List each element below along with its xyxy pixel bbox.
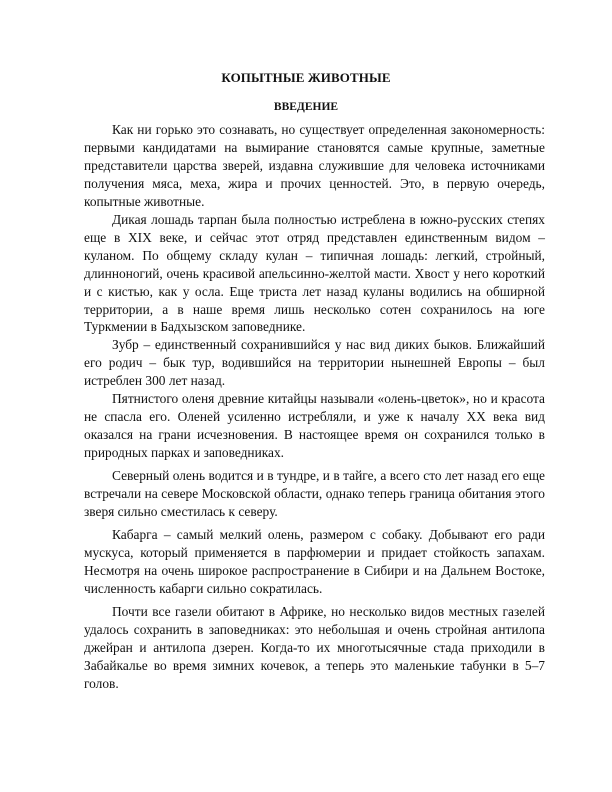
section-heading: ВВЕДЕНИЕ bbox=[273, 101, 339, 113]
paragraph-spotted-deer: Пятнистого оленя древние китайцы называли «олень-цветок», но и красота не спасла его. Оленей усиленно истребляли, и уже к началу XX века вид оказался на грани исчезновения. В настоящее время он сохранился только в природных парках и заповедниках. bbox=[84, 391, 545, 461]
paragraph-kulan: Дикая лошадь тарпан была полностью истреблена в южно-русских степях еще в XIX веке, и сейчас этот отряд представлен единственным видом – куланом. По общему складу кулан – типичная лошадь: легкий, стройный, длинноногий, очень красивой апельсинно-желтой масти. Хвост у него короткий и с кистью, как у осла. Еще триста лет назад куланы водились на обширной территории, а в наше время лишь несколько сотен сохранилось на юге Туркмении в Бадхызском заповеднике. bbox=[84, 211, 545, 335]
paragraph-reindeer: Северный олень водится и в тундре, и в тайге, а всего сто лет назад его еще встречали на севере Московской области, однако теперь граница обитания этого зверя сильно сместилась к северу. bbox=[84, 468, 545, 520]
paragraph-zubr: Зубр – единственный сохранившийся у нас вид диких быков. Ближайший его родич – бык тур, водившийся на территории нынешней Европы – был истреблен 300 лет назад. bbox=[84, 337, 545, 389]
body-text bbox=[84, 121, 545, 693]
paragraph-gazelles: Почти все газели обитают в Африке, но несколько видов местных газелей удалось сохранить в заповедниках: это небольшая и очень стройная антилопа джейран и антилопа дзерен. Когда-то их многотысячные стада приходили в Забайкалье во время зимних кочевок, а теперь это маленькие табунки в 5–7 голов. bbox=[84, 603, 545, 691]
paragraph-musk-deer: Кабарга – самый мелкий олень, размером с собаку. Добывают его ради мускуса, который применяется в парфюмерии и придает стойкость запахам. Несмотря на очень широкое распространение в Сибири и на Дальнем Востоке, численность кабарги сильно сократилась. bbox=[84, 526, 545, 596]
page-title: КОПЫТНЫЕ ЖИВОТНЫЕ bbox=[221, 70, 391, 85]
paragraph-intro: Как ни горько это сознавать, но существует определенная закономерность: первыми кандидатами на вымирание становятся самые крупные, заметные представители царства зверей, издавна служившие для человека источниками получения мяса, меха, жира и прочих ценностей. Это, в первую очередь, копытные животные. bbox=[84, 122, 545, 209]
